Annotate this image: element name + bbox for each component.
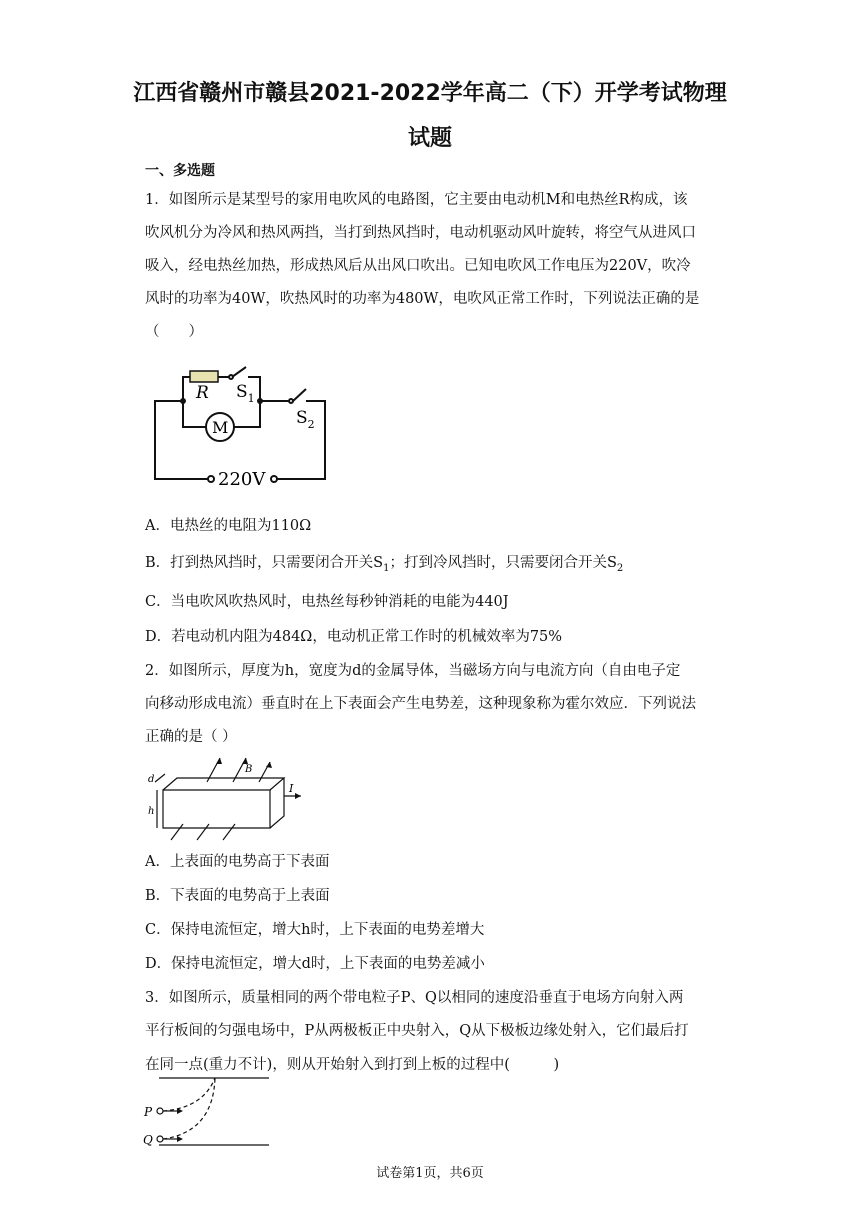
label-s1: $S_1$ — [236, 382, 255, 405]
page-footer: 试卷第1页，共6页 — [376, 1166, 484, 1181]
label-m: M — [212, 418, 229, 437]
q1-option-a: A．电热丝的电阻为110Ω — [145, 518, 312, 534]
q2-option-a: A．上表面的电势高于下表面 — [145, 854, 330, 870]
q3-line-2: 平行板间的匀强电场中，P从两极板正中央射入，Q从下极板边缘处射入，它们最后打 — [145, 1023, 689, 1039]
q1-line-4: 风时的功率为40W，吹热风时的功率为480W，电吹风正常工作时，下列说法正确的是 — [145, 291, 700, 307]
q1-line-5: （ ） — [145, 324, 203, 340]
heater-resistor — [190, 371, 218, 382]
label-h: h — [148, 806, 155, 817]
q2-line-2: 向移动形成电流）垂直时在上下表面会产生电势差，这种现象称为霍尔效应．下列说法 — [145, 696, 696, 712]
q1-option-d: D．若电动机内阻为484Ω，电动机正常工作时的机械效率为75% — [145, 629, 563, 645]
q1-option-b: B．打到热风挡时，只需要闭合开关$S_1$；打到冷风挡时，只需要闭合开关$S_2$ — [145, 555, 624, 574]
label-d: d — [148, 774, 155, 785]
label-r: R — [196, 383, 209, 403]
doc-title-line1: 江西省赣州市赣县2021-2022学年高二（下）开学考试物理 — [133, 81, 727, 106]
q3-line-1: 3．如图所示，质量相同的两个带电粒子P、Q以相同的速度沿垂直于电场方向射入两 — [145, 990, 684, 1006]
q2-option-d: D．保持电流恒定，增大d时，上下表面的电势差减小 — [145, 956, 485, 972]
label-voltage: 220V — [218, 469, 266, 490]
hair-dryer-circuit-figure — [150, 355, 335, 490]
q1-line-3: 吸入，经电热丝加热，形成热风后从出风口吹出。已知电吹风工作电压为220V，吹冷 — [145, 258, 691, 274]
hall-effect-figure — [145, 752, 305, 842]
label-p: P — [144, 1105, 153, 1119]
q2-line-3: 正确的是（ ） — [145, 729, 237, 745]
q2-option-c: C．保持电流恒定，增大h时，上下表面的电势差增大 — [145, 922, 485, 938]
parallel-plates-figure — [143, 1072, 273, 1152]
label-s2: $S_2$ — [296, 408, 315, 431]
q1-line-1: 1．如图所示是某型号的家用电吹风的电路图，它主要由电动机M和电热丝R构成，该 — [145, 192, 688, 208]
label-q: Q — [143, 1133, 153, 1147]
q1-option-c: C．当电吹风吹热风时，电热丝每秒钟消耗的电能为440J — [145, 594, 509, 610]
section-heading: 一、多选题 — [145, 163, 215, 179]
q3-line-3: 在同一点(重力不计)，则从开始射入到打到上板的过程中( ) — [145, 1057, 560, 1073]
label-b: B — [245, 764, 253, 775]
q1-line-2: 吹风机分为冷风和热风两挡，当打到热风挡时，电动机驱动风叶旋转，将空气从进风口 — [145, 225, 696, 241]
q2-option-b: B．下表面的电势高于上表面 — [145, 888, 330, 904]
doc-title-line2: 试题 — [407, 126, 452, 151]
q2-line-1: 2．如图所示，厚度为h，宽度为d的金属导体，当磁场方向与电流方向（自由电子定 — [145, 663, 681, 679]
label-i: I — [289, 782, 294, 795]
